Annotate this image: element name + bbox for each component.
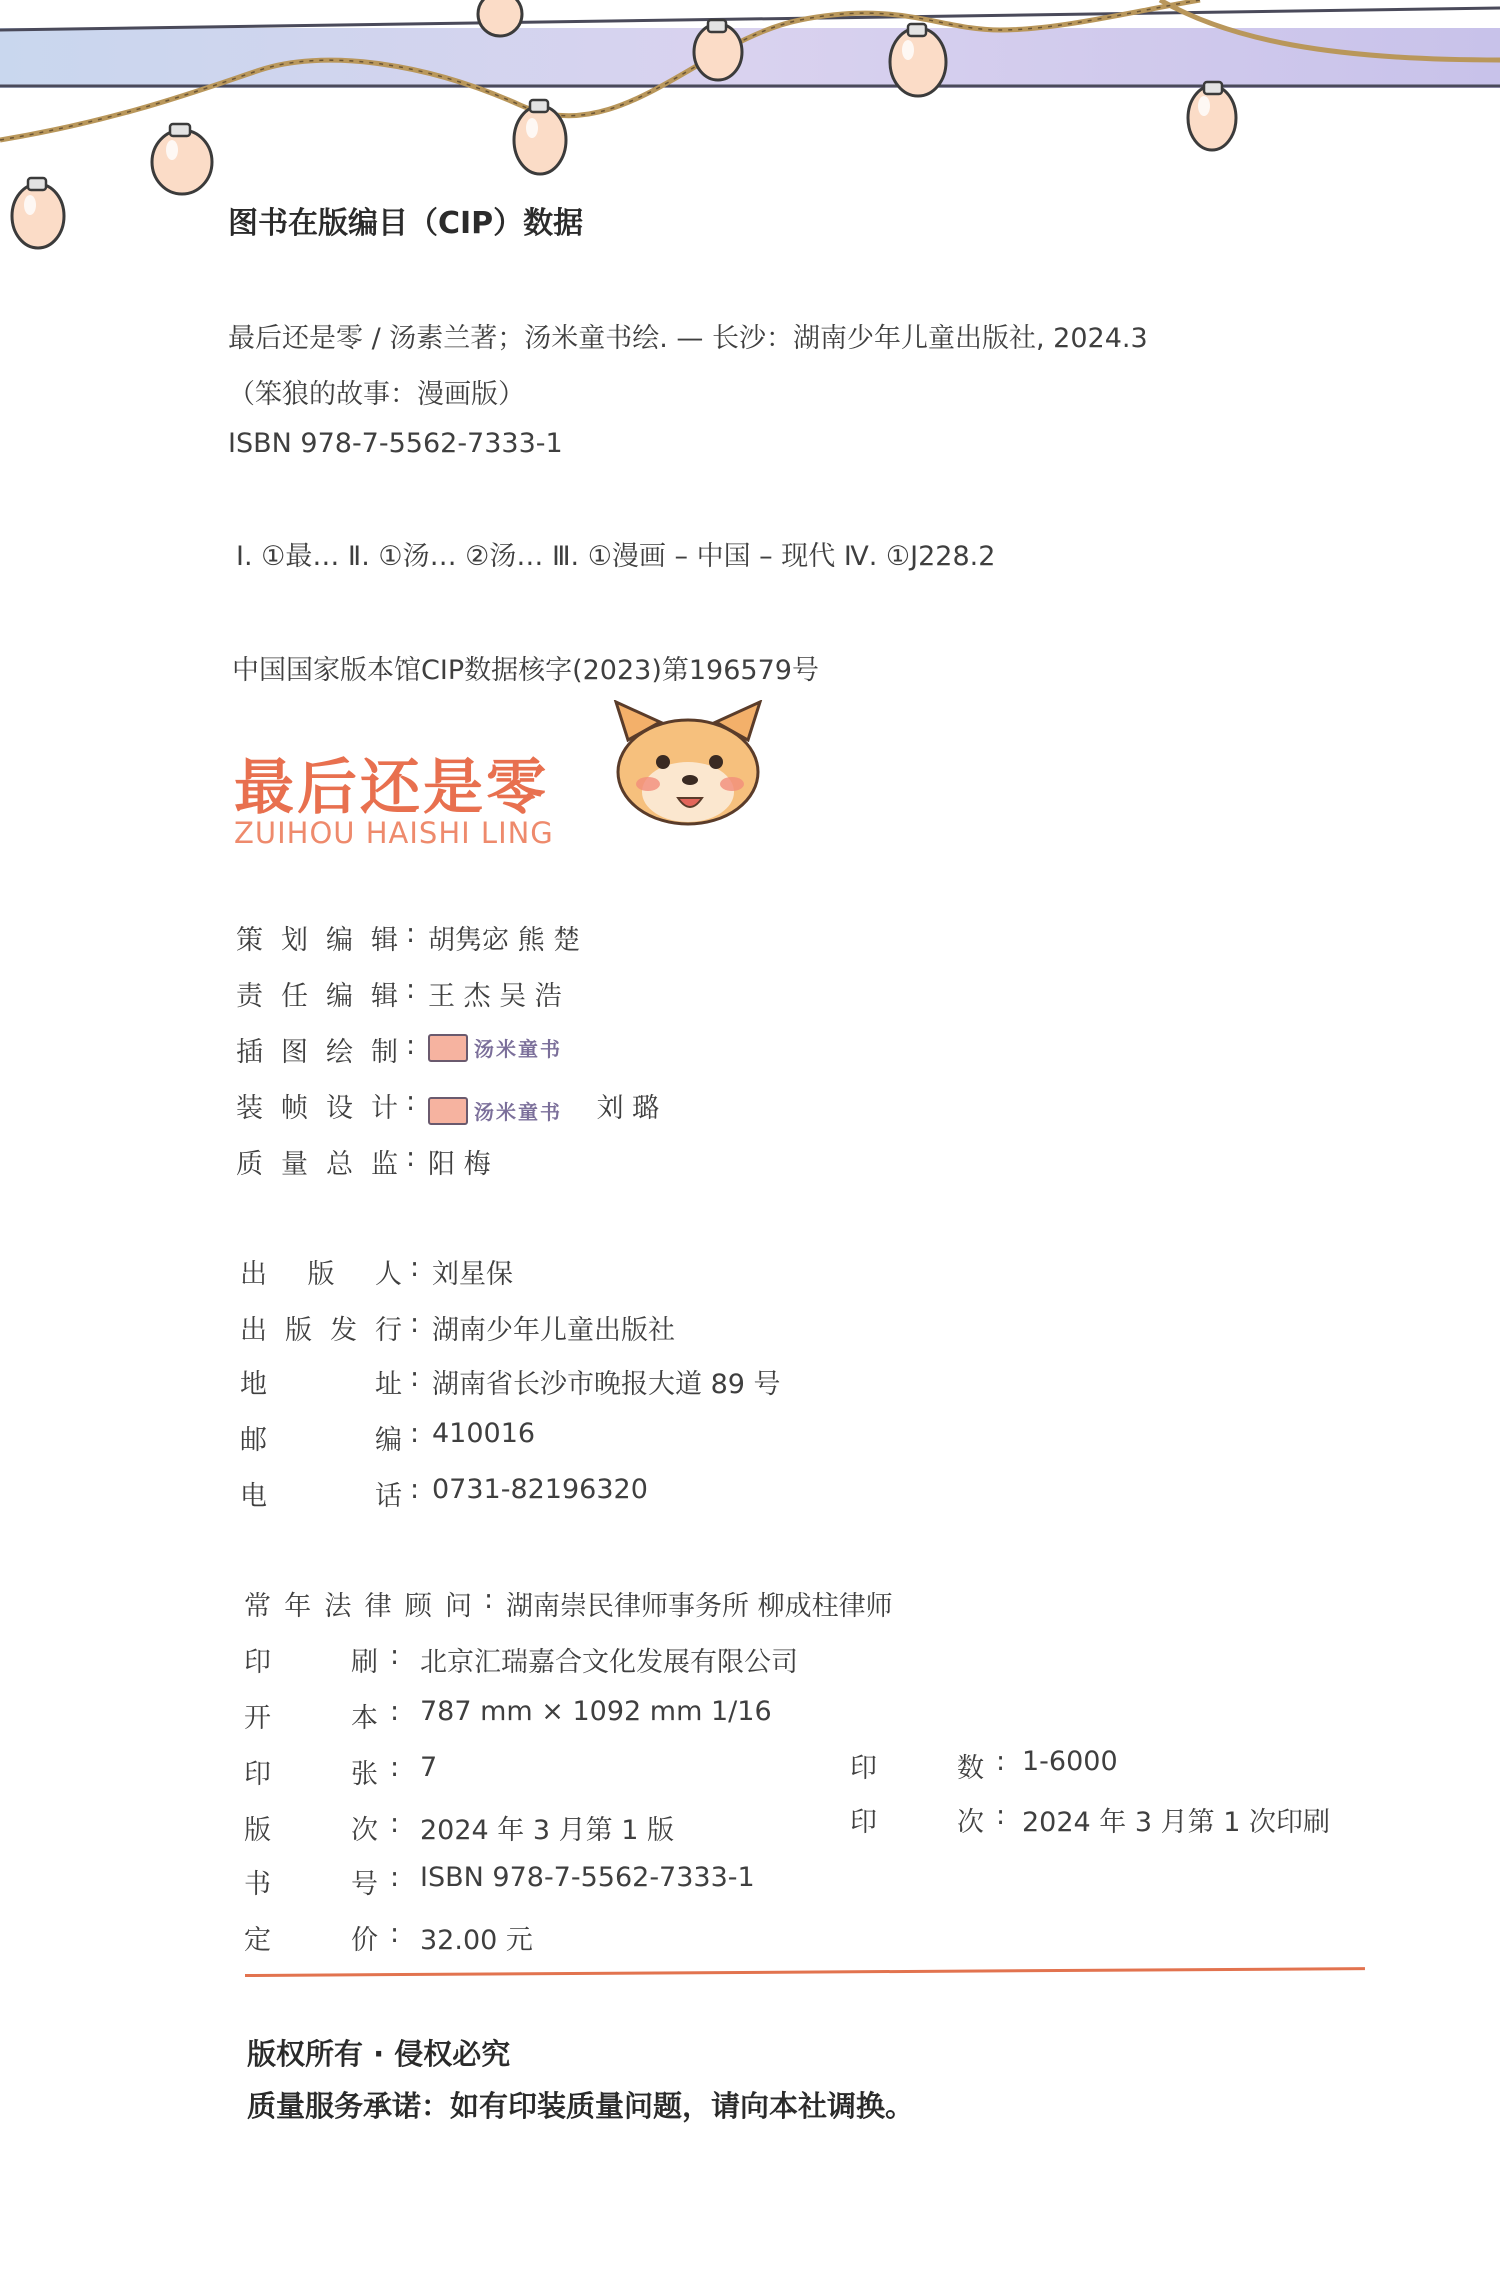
row-value: 刘星保 xyxy=(432,1259,513,1290)
row-value: 湖南崇民律师事务所 柳成柱律师 xyxy=(506,1591,893,1622)
row-value: 刘 璐 xyxy=(596,1093,660,1124)
row-value: 410016 xyxy=(432,1418,536,1449)
row-label: 印张 xyxy=(244,1759,378,1790)
row-value: 湖南省长沙市晚报大道 89 号 xyxy=(432,1369,781,1400)
row-label: 书号 xyxy=(244,1869,378,1900)
row-label: 定价 xyxy=(244,1925,378,1956)
row-value: 32.00 元 xyxy=(420,1925,533,1956)
row-label: 地址 xyxy=(240,1369,402,1400)
row-label: 印数 xyxy=(850,1753,984,1784)
quality-promise: 质量服务承诺：如有印装质量问题，请向本社调换。 xyxy=(247,2089,915,2123)
row-label: 常年法律顾问 xyxy=(244,1591,472,1622)
row-value: 2024 年 3 月第 1 版 xyxy=(420,1815,674,1846)
row-label: 出版人 xyxy=(240,1259,402,1290)
string-lights-decoration xyxy=(0,0,1500,260)
row-label: 责任编辑 xyxy=(236,981,398,1012)
row-label: 策划编辑 xyxy=(236,925,398,956)
shiba-dog-icon xyxy=(608,700,768,830)
row-value: 王 杰 吴 浩 xyxy=(428,981,562,1012)
row-value: 2024 年 3 月第 1 次印刷 xyxy=(1022,1807,1330,1838)
studio-name: 汤米童书 xyxy=(474,1100,562,1124)
book-icon xyxy=(428,1034,468,1062)
copyright-page: 图书在版编目（CIP）数据 最后还是零 / 汤素兰著；汤米童书绘. — 长沙：湖南少年儿童出版社, 2024.3 （笨狼的故事：漫画版） ISBN 978-7-5562-7333-1 Ⅰ. ①最… Ⅱ. ①汤… ②汤… Ⅲ. ①漫画 – 中国 – 现代 Ⅳ. ①J228.2 中国国家版本馆CIP数据核字(2023)第196579号 最后还是零 ZUIHOU HAISHI LING 策划编辑 : 胡隽宓 熊 楚 责任编辑 : 王 杰 吴 浩 插图绘制 : 汤米童书 装帧设计 : 汤米童书 刘 璐 质量总监 : 阳 梅 出版人 : 刘星保 出版发行 : 湖南少年儿童出版社 地址 : 湖南省长沙市晚报大道 89 号 邮编 : 410016 电话 : 0731-82196320 常年法律顾问 : 湖南崇民律师事务所 柳成柱律师 印刷 : 北京汇瑞嘉合文化发展有限公司 开本 : 787 mm × 1092 mm 1/16 印张 : 7 印数 : 1-6000 版次 : 2024 年 3 月第 1 版 印次 : 2024 年 3 月第 1 次印刷 书号 : ISBN 978-7-5562-7333-1 定价 : 32.00 元 版权所有 · 侵权必究 质量服务承诺：如有印装质量问题，请向本社调换。 xyxy=(0,0,1500,2278)
cip-series-line: （笨狼的故事：漫画版） xyxy=(228,379,525,410)
studio-logo-badge xyxy=(428,1031,562,1062)
row-label: 电话 xyxy=(240,1481,402,1512)
copyright-notice: 版权所有 · 侵权必究 xyxy=(247,2037,511,2071)
row-value: 北京汇瑞嘉合文化发展有限公司 xyxy=(420,1647,798,1678)
row-value: 0731-82196320 xyxy=(432,1474,648,1505)
row-value: ISBN 978-7-5562-7333-1 xyxy=(420,1862,755,1893)
cip-classification-line: Ⅰ. ①最… Ⅱ. ①汤… ②汤… Ⅲ. ①漫画 – 中国 – 现代 Ⅳ. ①J228.2 xyxy=(236,541,996,572)
row-label: 邮编 xyxy=(240,1425,402,1456)
row-label: 质量总监 xyxy=(236,1149,398,1180)
book-logo-pinyin: ZUIHOU HAISHI LING xyxy=(234,816,554,850)
row-label: 印次 xyxy=(850,1807,984,1838)
row-label: 插图绘制 xyxy=(236,1037,398,1068)
studio-logo-badge xyxy=(428,1094,562,1125)
row-label: 出版发行 xyxy=(240,1315,402,1346)
book-icon xyxy=(428,1097,468,1125)
divider-line xyxy=(245,1967,1365,1977)
row-value: 胡隽宓 熊 楚 xyxy=(428,925,581,956)
row-value: 7 xyxy=(420,1752,438,1783)
studio-name: 汤米童书 xyxy=(474,1037,562,1061)
row-label: 开本 xyxy=(244,1703,378,1734)
row-value: 787 mm × 1092 mm 1/16 xyxy=(420,1696,772,1727)
cip-bibliographic-line: 最后还是零 / 汤素兰著；汤米童书绘. — 长沙：湖南少年儿童出版社, 2024.3 xyxy=(228,323,1148,354)
row-label: 装帧设计 xyxy=(236,1093,398,1124)
row-label: 版次 xyxy=(244,1815,378,1846)
row-label: 印刷 xyxy=(244,1647,378,1678)
book-logo-title: 最后还是零 xyxy=(234,753,549,823)
cip-title: 图书在版编目（CIP）数据 xyxy=(228,206,584,241)
cip-record-number: 中国国家版本馆CIP数据核字(2023)第196579号 xyxy=(232,655,819,686)
row-value: 阳 梅 xyxy=(428,1149,491,1180)
row-value: 湖南少年儿童出版社 xyxy=(432,1315,675,1346)
row-value: 1-6000 xyxy=(1022,1746,1118,1777)
cip-isbn-line: ISBN 978-7-5562-7333-1 xyxy=(228,428,563,459)
